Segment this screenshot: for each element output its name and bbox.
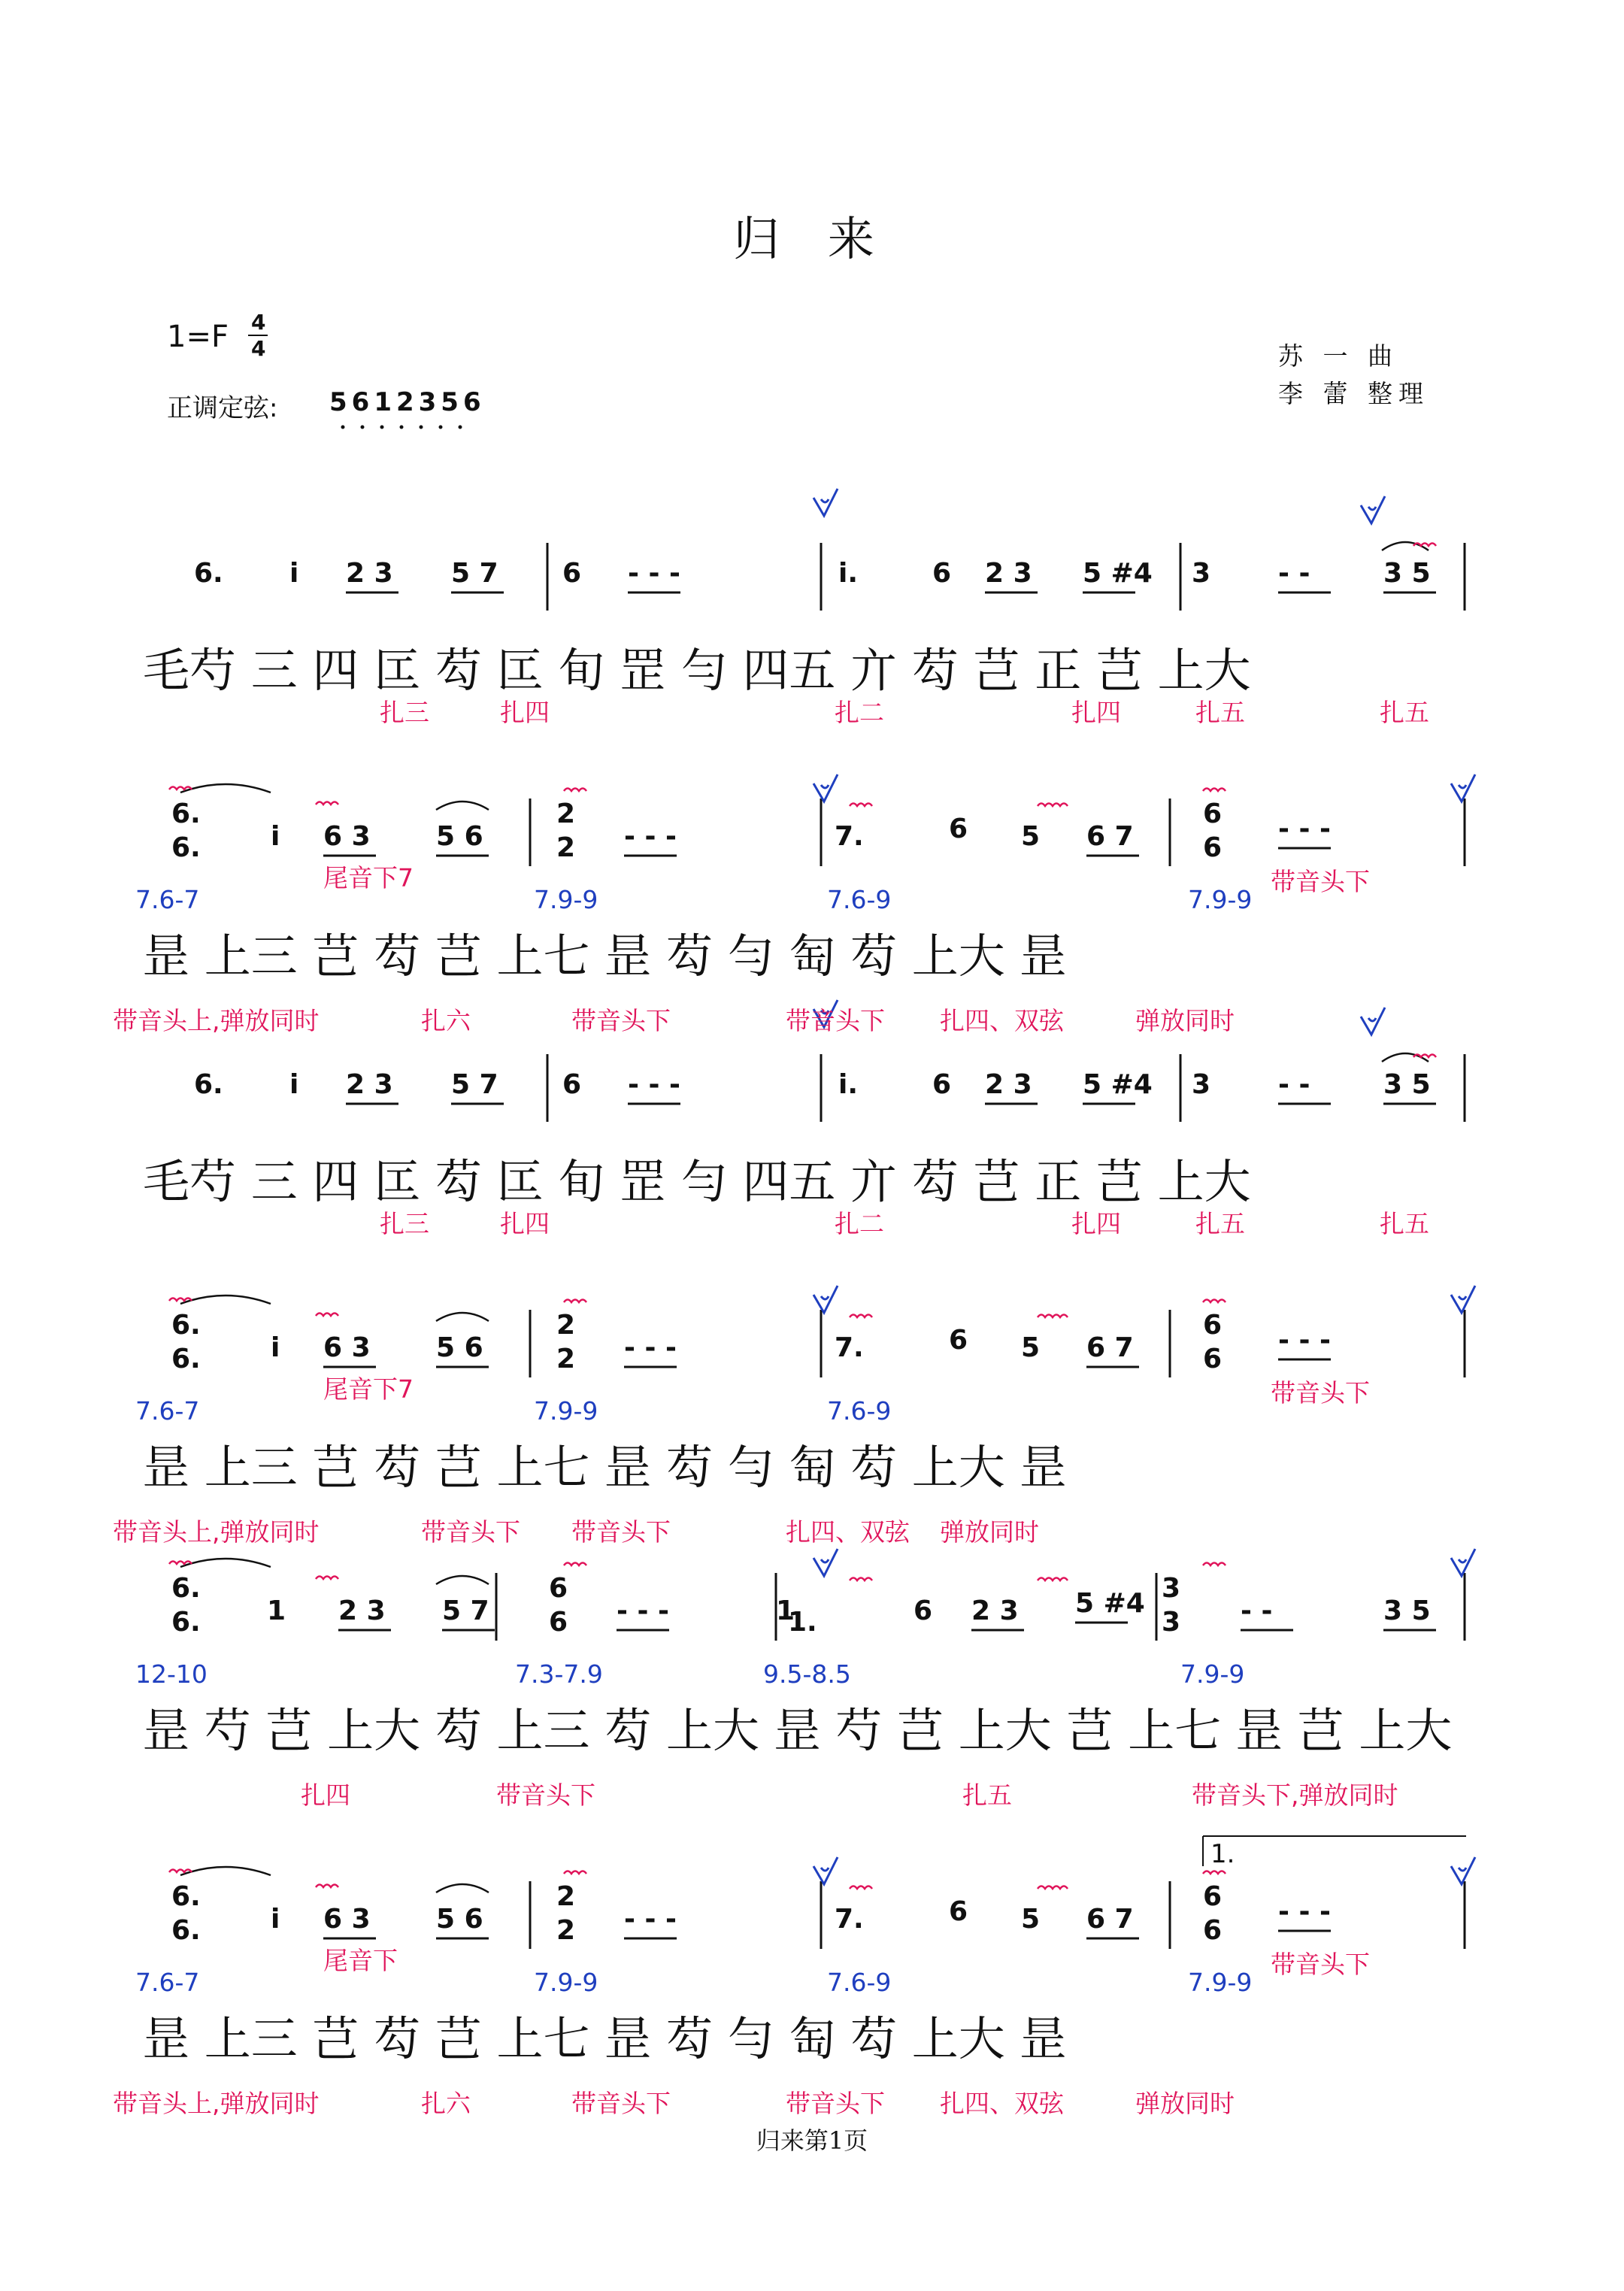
tuning-label: 正调定弦: xyxy=(167,393,278,423)
note-digit: 6. xyxy=(171,1573,201,1604)
check-mark-icon xyxy=(814,1857,838,1884)
vibrato-mark xyxy=(850,1578,872,1581)
annotation-note: 扎五 xyxy=(1380,1209,1429,1238)
tuning-notes: 5612356 xyxy=(329,387,486,417)
check-mark-icon xyxy=(1451,1857,1475,1884)
note-digit: 2 3 xyxy=(985,1069,1032,1100)
note-digit: 1 xyxy=(267,1596,286,1626)
slur-mark xyxy=(180,784,271,792)
time-signature-top: 4 xyxy=(251,310,266,335)
position-number: 7.9-9 xyxy=(1180,1659,1245,1689)
jianzipu-row: 昰 上三 芑 芶 芑 上七 昰 芶 勻 匋 芶 上大 昰 xyxy=(143,1440,1067,1495)
note-digit: i. xyxy=(838,558,859,589)
note-digit: 6 xyxy=(932,1069,952,1100)
note-digit: 3 xyxy=(1192,1069,1211,1100)
note-digit: - - xyxy=(1241,1596,1273,1626)
note-digit: 5 6 xyxy=(436,1332,483,1363)
key-signature: 1=F xyxy=(167,320,229,354)
position-number: 7.9-9 xyxy=(534,1396,598,1426)
check-mark-icon xyxy=(814,489,838,516)
vibrato-mark xyxy=(1203,789,1226,792)
note-digit: 2 3 xyxy=(346,1069,393,1100)
vibrato-mark xyxy=(316,1314,338,1317)
position-number: 7.9-9 xyxy=(534,885,598,914)
annotation-note: 弹放同时 xyxy=(1135,1006,1235,1035)
note-digit: - - - xyxy=(628,558,680,589)
note-digit: 3 5 xyxy=(1383,558,1431,589)
note-digit: 1 xyxy=(776,1596,795,1626)
note-digit: 6. xyxy=(194,558,223,589)
note-digit: 6 7 xyxy=(1086,821,1134,852)
note-digit: 5 xyxy=(1021,821,1041,852)
annotation-note: 扎四 xyxy=(1071,1209,1121,1238)
vibrato-mark xyxy=(564,1300,586,1303)
annotation-note: 扎四 xyxy=(500,1209,550,1238)
note-digit: 6. xyxy=(171,1607,201,1638)
note-digit: i xyxy=(271,1332,280,1363)
position-number: 12-10 xyxy=(135,1659,208,1689)
annotation-note: 扎二 xyxy=(835,1209,884,1238)
note-digit: 6 xyxy=(949,814,968,844)
vibrato-mark xyxy=(564,1563,586,1566)
note-digit: - - - xyxy=(1278,1325,1331,1356)
note-digit: 6. xyxy=(171,1344,201,1374)
annotation-note: 扎五 xyxy=(1195,698,1245,727)
note-digit: 2 3 xyxy=(971,1596,1019,1626)
annotation-note: 带音头下 xyxy=(571,2089,671,2118)
note-digit: 6 xyxy=(562,1069,582,1100)
note-digit: 7. xyxy=(835,1904,864,1935)
page-footer: 归来第1页 xyxy=(756,2126,868,2155)
check-mark-icon xyxy=(1361,1008,1385,1035)
vibrato-mark xyxy=(1038,1886,1068,1889)
jianzipu-row: 昰 芍 芑 上大 芶 上三 芶 上大 昰 芍 芑 上大 芑 上七 昰 芑 上大 xyxy=(143,1703,1453,1758)
note-digit: - - - xyxy=(1278,814,1331,844)
note-digit: 6 xyxy=(1203,1915,1223,1946)
vibrato-mark xyxy=(850,804,872,807)
note-digit: 6. xyxy=(171,1881,201,1912)
annotation-note: 带音头下 xyxy=(571,1517,671,1547)
note-digit: - - - xyxy=(617,1596,669,1626)
slur-mark xyxy=(436,1576,489,1584)
note-digit: 6 xyxy=(562,558,582,589)
position-number: 7.3-7.9 xyxy=(515,1659,603,1689)
octave-dot xyxy=(420,426,423,429)
annotation-note: 扎四 xyxy=(301,1780,350,1810)
annotation-note: 带音头上,弹放同时 xyxy=(113,1006,320,1035)
note-digit: 6 xyxy=(914,1596,933,1626)
note-digit: - - - xyxy=(624,1904,677,1935)
page-title: 归 来 xyxy=(733,211,891,266)
jianzipu-row: 昰 上三 芑 芶 芑 上七 昰 芶 勻 匋 芶 上大 昰 xyxy=(143,929,1067,983)
vibrato-mark xyxy=(1038,1578,1068,1581)
annotation-note: 扎三 xyxy=(380,1209,429,1238)
note-digit: 7. xyxy=(835,1332,864,1363)
note-digit: 2 xyxy=(556,832,576,863)
vibrato-mark xyxy=(316,802,338,805)
annotation-note: 扎五 xyxy=(1195,1209,1245,1238)
octave-dot xyxy=(459,426,462,429)
jianzipu-row: 毛芍 三 四 匞 芶 匞 旬 罡 勻 四五 亣 芶 芑 正 芑 上大 xyxy=(143,1154,1251,1209)
note-digit: 6. xyxy=(171,799,201,829)
position-number: 7.6-7 xyxy=(135,885,200,914)
annotation-note: 扎三 xyxy=(380,698,429,727)
annotation-note: 扎四、双弦 xyxy=(940,1006,1064,1035)
note-digit: 7. xyxy=(835,821,864,852)
note-digit: - - - xyxy=(628,1069,680,1100)
note-digit: 6 7 xyxy=(1086,1332,1134,1363)
note-digit: 2 xyxy=(556,1915,576,1946)
annotation-note: 带音头下 xyxy=(1271,1950,1370,1979)
note-digit: i xyxy=(271,821,280,852)
note-digit: 2 3 xyxy=(346,558,393,589)
annotation-note: 带音头上,弹放同时 xyxy=(113,2089,320,2118)
note-digit: i xyxy=(289,558,299,589)
note-digit: - - - xyxy=(1278,1896,1331,1927)
position-number: 7.9-9 xyxy=(534,1968,598,1997)
note-digit: 3 xyxy=(1162,1607,1181,1638)
annotation-note: 带音头下 xyxy=(421,1517,520,1547)
position-number: 7.6-9 xyxy=(827,1396,892,1426)
slur-mark xyxy=(436,1313,489,1321)
note-digit: 6 xyxy=(549,1573,568,1604)
annotation-note: 扎六 xyxy=(421,2089,471,2118)
note-digit: 3 5 xyxy=(1383,1069,1431,1100)
position-number: 7.6-7 xyxy=(135,1968,200,1997)
note-digit: i. xyxy=(838,1069,859,1100)
annotation-note: 带音头下 xyxy=(571,1006,671,1035)
octave-dot xyxy=(361,426,365,429)
check-mark-icon xyxy=(1451,774,1475,802)
annotation-note: 带音头下 xyxy=(1271,1378,1370,1408)
note-digit: 6 xyxy=(1203,1310,1223,1341)
note-digit: 6 xyxy=(1203,1881,1223,1912)
vibrato-mark xyxy=(1038,804,1068,807)
position-number: 7.6-7 xyxy=(135,1396,200,1426)
time-signature-bottom: 4 xyxy=(251,336,266,361)
vibrato-mark xyxy=(1203,1300,1226,1303)
note-digit: 6 xyxy=(1203,1344,1223,1374)
slur-mark xyxy=(180,1867,271,1875)
check-mark-icon xyxy=(1361,496,1385,523)
position-number: 7.6-9 xyxy=(827,885,892,914)
note-digit: 5 7 xyxy=(442,1596,489,1626)
note-digit: 6 xyxy=(949,1325,968,1356)
note-digit: 2 3 xyxy=(338,1596,386,1626)
annotation-note: 带音头下 xyxy=(1271,867,1370,896)
note-digit: 6 3 xyxy=(323,1904,371,1935)
note-digit: 2 xyxy=(556,1881,576,1912)
note-digit: 2 xyxy=(556,799,576,829)
note-digit: - - xyxy=(1278,558,1310,589)
octave-dot xyxy=(439,426,443,429)
note-digit: 5 7 xyxy=(451,1069,498,1100)
note-digit: i xyxy=(271,1904,280,1935)
position-number: 7.9-9 xyxy=(1188,1968,1253,1997)
check-mark-icon xyxy=(814,1549,838,1576)
note-digit: 2 xyxy=(556,1344,576,1374)
slur-mark xyxy=(180,1296,271,1304)
annotation-note: 弹放同时 xyxy=(940,1517,1039,1547)
note-digit: 6. xyxy=(171,1310,201,1341)
note-digit: 2 3 xyxy=(985,558,1032,589)
note-digit: 2 xyxy=(556,1310,576,1341)
note-digit: 6 xyxy=(932,558,952,589)
note-digit: 6 xyxy=(949,1896,968,1927)
note-digit: 6 xyxy=(1203,799,1223,829)
annotation-note: 扎四 xyxy=(500,698,550,727)
octave-dot xyxy=(341,426,345,429)
note-digit: 6 7 xyxy=(1086,1904,1134,1935)
vibrato-mark xyxy=(1038,1315,1068,1318)
arranger: 李 蕾 整理 xyxy=(1278,379,1429,408)
vibrato-mark xyxy=(316,1885,338,1888)
position-number: 7.6-9 xyxy=(827,1968,892,1997)
note-digit: 6 3 xyxy=(323,821,371,852)
annotation-note: 扎四 xyxy=(1071,698,1121,727)
annotation-note: 扎四、双弦 xyxy=(786,1517,910,1547)
vibrato-mark xyxy=(850,1315,872,1318)
vibrato-mark xyxy=(1203,1563,1226,1566)
note-digit: 5 6 xyxy=(436,821,483,852)
note-digit: 3 xyxy=(1162,1573,1181,1604)
note-digit: 3 5 xyxy=(1383,1596,1431,1626)
volta-label: 1. xyxy=(1210,1839,1235,1869)
note-digit: 6 3 xyxy=(323,1332,371,1363)
time-signature-bar xyxy=(248,335,268,336)
note-digit: 1. xyxy=(788,1607,817,1638)
check-mark-icon xyxy=(814,1286,838,1313)
note-digit: 6. xyxy=(171,1915,201,1946)
note-digit: 5 xyxy=(1021,1332,1041,1363)
annotation-note: 扎五 xyxy=(962,1780,1012,1810)
note-digit: - - - xyxy=(624,821,677,852)
note-digit: 5 6 xyxy=(436,1904,483,1935)
annotation-note: 扎五 xyxy=(1380,698,1429,727)
note-digit: 5 #4 xyxy=(1083,558,1153,589)
vibrato-mark xyxy=(316,1577,338,1580)
annotation-note: 弹放同时 xyxy=(1135,2089,1235,2118)
annotation-note: 带音头下 xyxy=(786,2089,885,2118)
check-mark-icon xyxy=(1451,1549,1475,1576)
position-number: 7.9-9 xyxy=(1188,885,1253,914)
note-digit: - - - xyxy=(624,1332,677,1363)
slur-mark xyxy=(436,1884,489,1892)
annotation-note: 带音头下 xyxy=(496,1780,595,1810)
note-digit: - - xyxy=(1278,1069,1310,1100)
octave-dot xyxy=(400,426,404,429)
jianzipu-row: 昰 上三 芑 芶 芑 上七 昰 芶 勻 匋 芶 上大 昰 xyxy=(143,2011,1067,2066)
position-number: 9.5-8.5 xyxy=(763,1659,851,1689)
annotation-note: 扎二 xyxy=(835,698,884,727)
annotation-note: 扎六 xyxy=(421,1006,471,1035)
note-digit: 6. xyxy=(194,1069,223,1100)
note-digit: 6 xyxy=(1203,832,1223,863)
composer: 苏 一 曲 xyxy=(1278,341,1398,371)
note-digit: i xyxy=(289,1069,299,1100)
jianzipu-row: 毛芍 三 四 匞 芶 匞 旬 罡 勻 四五 亣 芶 芑 正 芑 上大 xyxy=(143,643,1251,698)
vibrato-mark xyxy=(564,1871,586,1874)
annotation-note: 带音头上,弹放同时 xyxy=(113,1517,320,1547)
annotation-note: 尾音下7 xyxy=(323,863,414,892)
note-digit: 3 xyxy=(1192,558,1211,589)
octave-dot xyxy=(380,426,384,429)
vibrato-mark xyxy=(1203,1871,1226,1874)
annotation-note: 带音头下 xyxy=(786,1006,885,1035)
note-digit: 6. xyxy=(171,832,201,863)
note-digit: 5 7 xyxy=(451,558,498,589)
vibrato-mark xyxy=(850,1886,872,1889)
annotation-note: 尾音下 xyxy=(323,1946,398,1975)
note-digit: 5 #4 xyxy=(1083,1069,1153,1100)
slur-mark xyxy=(436,802,489,810)
note-digit: 5 #4 xyxy=(1075,1588,1145,1619)
annotation-note: 尾音下7 xyxy=(323,1374,414,1404)
note-digit: 6 xyxy=(549,1607,568,1638)
note-digit: 5 xyxy=(1021,1904,1041,1935)
check-mark-icon xyxy=(1451,1286,1475,1313)
annotation-note: 带音头下,弹放同时 xyxy=(1192,1780,1398,1810)
check-mark-icon xyxy=(814,774,838,802)
vibrato-mark xyxy=(564,789,586,792)
annotation-note: 扎四、双弦 xyxy=(940,2089,1064,2118)
slur-mark xyxy=(180,1559,271,1567)
